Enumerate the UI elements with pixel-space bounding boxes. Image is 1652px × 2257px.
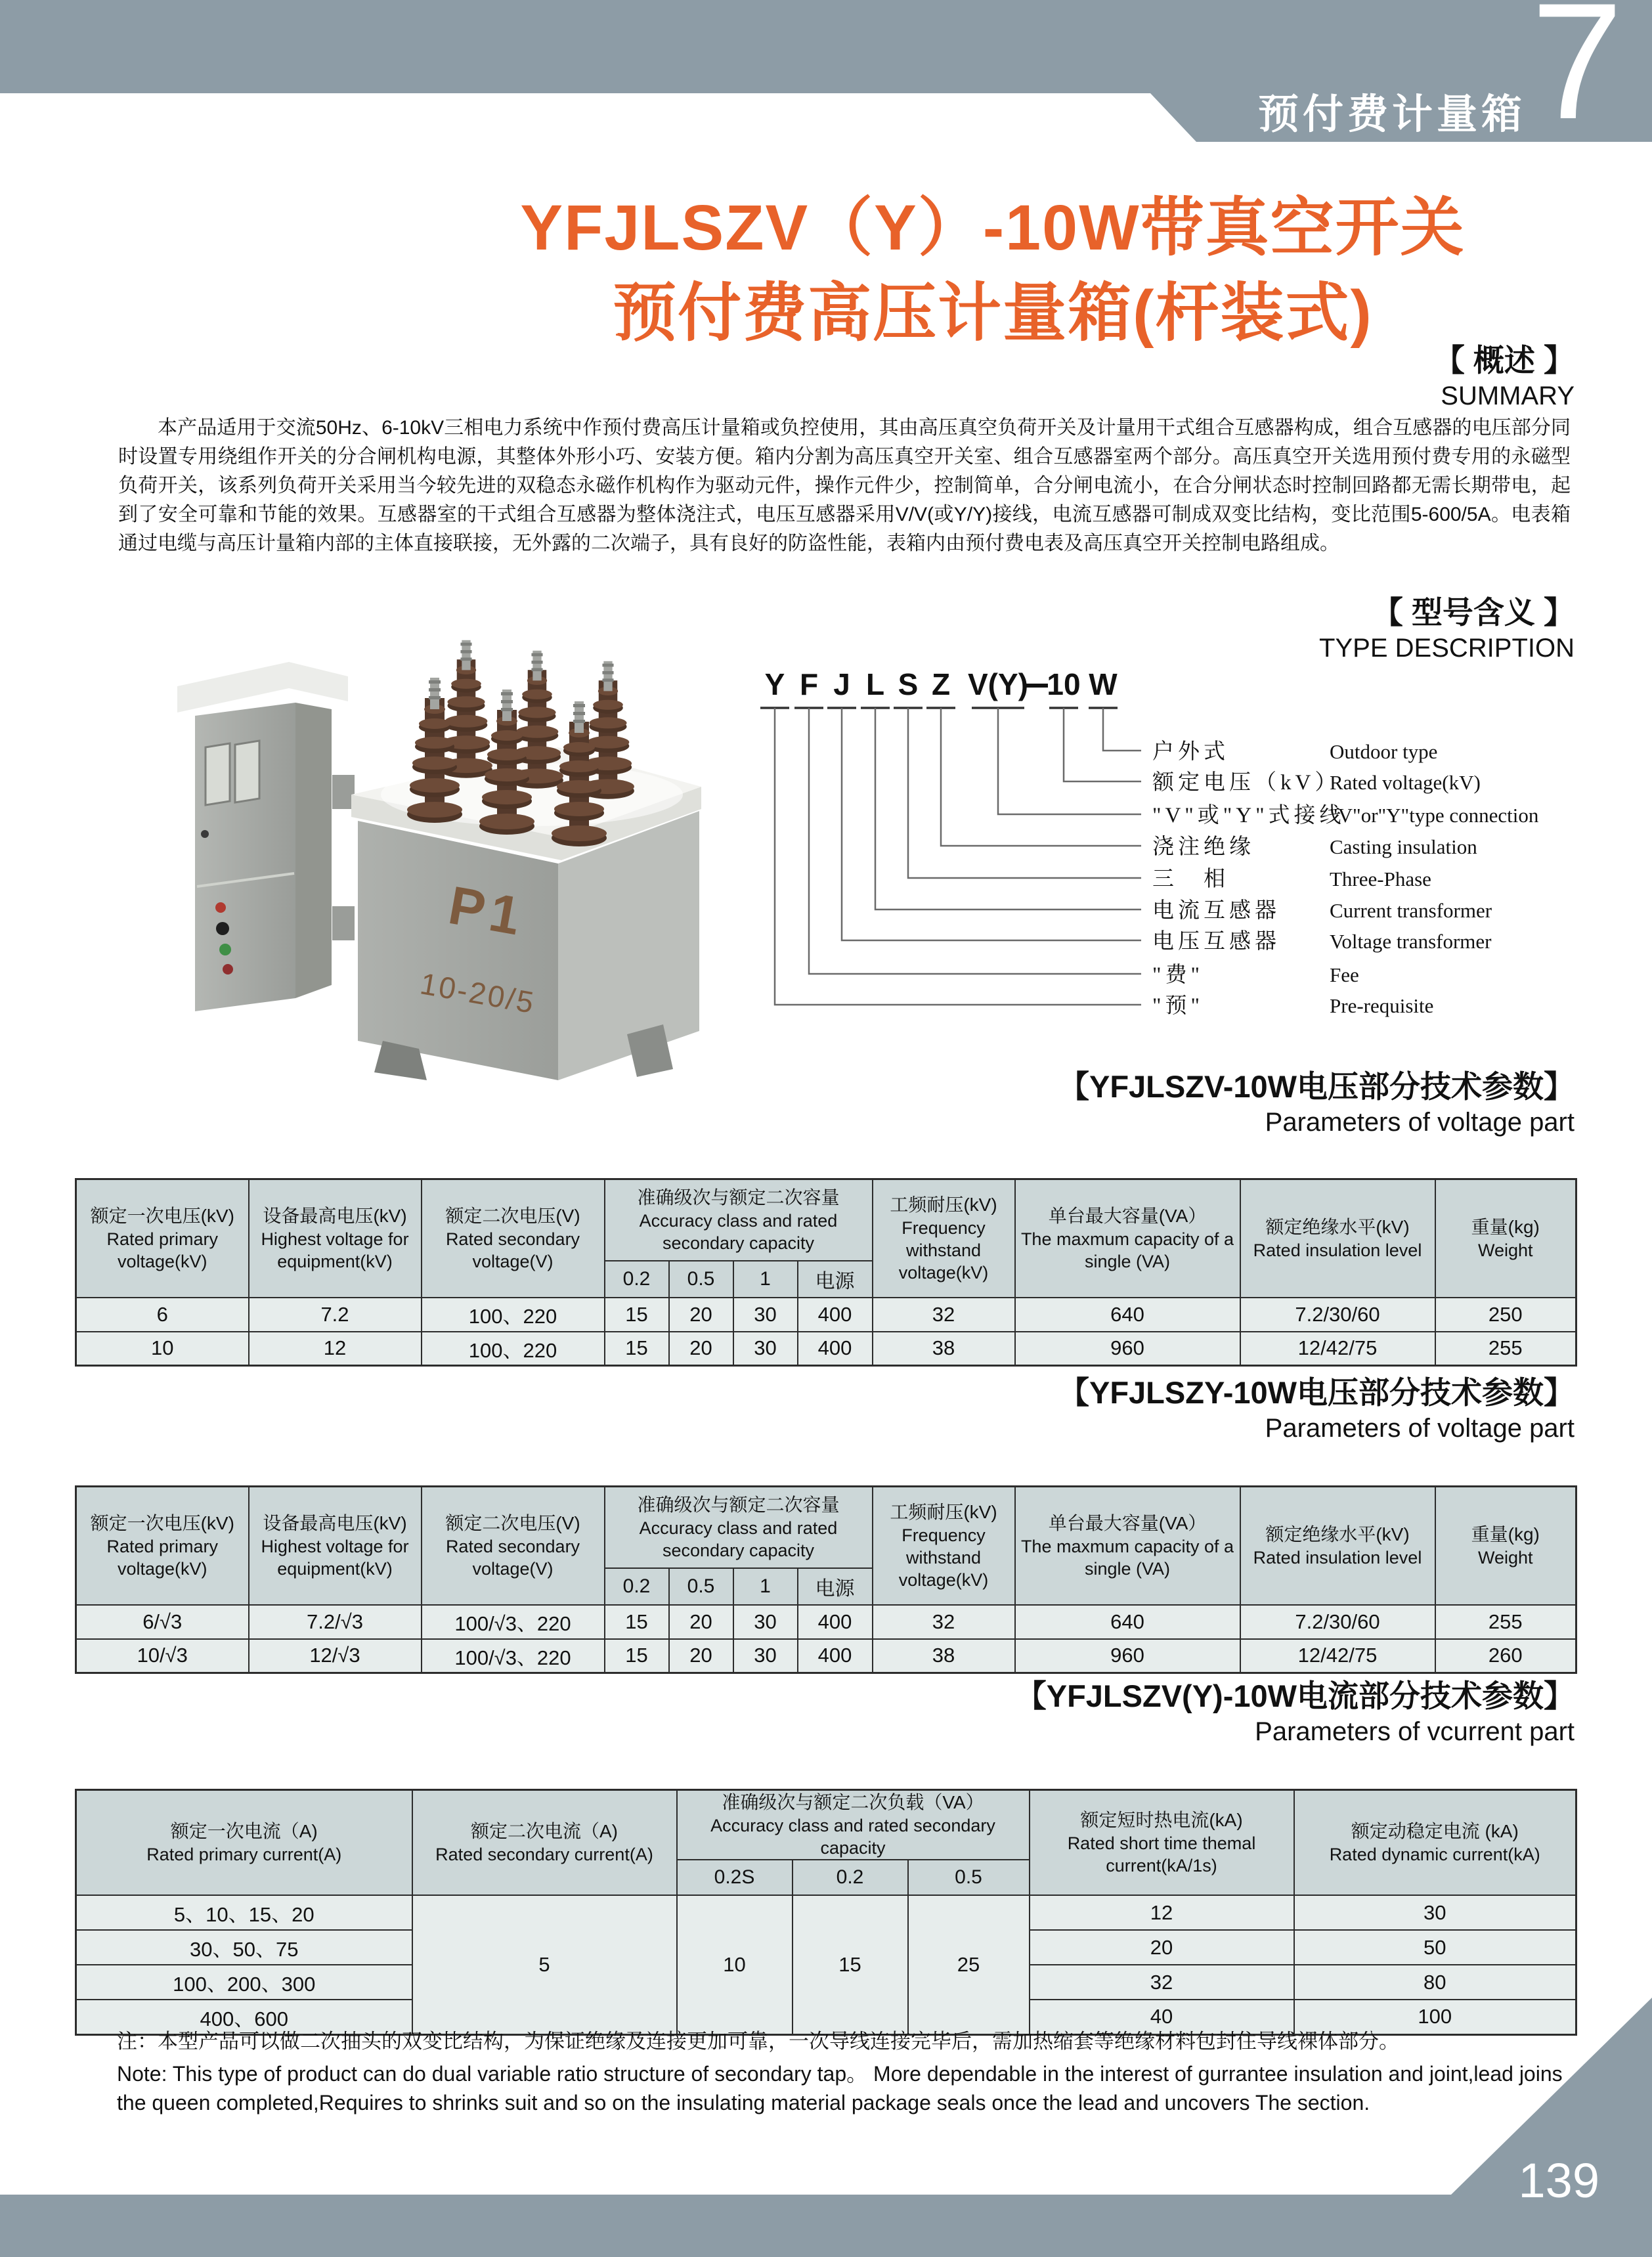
section-heading-voltage-v	[1058, 1063, 1575, 1137]
section-heading-voltage-y-en: Parameters of voltage part	[1265, 1414, 1575, 1443]
col-accuracy-group: 准确级次与额定二次负载（VA） Accuracy class and rated secondary capacity	[677, 1790, 1030, 1860]
table-cell: 100、220	[422, 1298, 605, 1332]
page-number: 139	[1518, 2153, 1599, 2208]
diagram-label-zh-outdoor: 户外式	[1152, 740, 1229, 764]
sub-col: 0.5	[669, 1568, 733, 1605]
table-cell: 30	[733, 1605, 798, 1639]
table-cell: 38	[873, 1639, 1015, 1673]
table-cell: 400、600	[76, 2000, 412, 2034]
col-primary-voltage: 额定一次电压(kV) Rated primary voltage(kV)	[76, 1179, 249, 1298]
table-cell-merged: 10	[677, 1895, 793, 2034]
diagram-label-zh-voltage: 额定电压（kV）	[1152, 771, 1341, 795]
sub-col: 0.2	[605, 1568, 669, 1605]
type-description-heading-en: TYPE DESCRIPTION	[1319, 634, 1575, 663]
sub-col: 0.2	[605, 1261, 669, 1298]
table-cell: 30	[1294, 1895, 1576, 1930]
table-cell: 255	[1435, 1605, 1576, 1639]
table-cell: 30	[733, 1639, 798, 1673]
col-weight: 重量(kg) Weight	[1435, 1179, 1576, 1298]
table-cell: 7.2	[249, 1298, 422, 1332]
col-insulation: 额定绝缘水平(kV) Rated insulation level	[1240, 1487, 1435, 1605]
table-cell-merged: 5	[412, 1895, 677, 2034]
code-part-S: S	[898, 667, 919, 701]
footnote-zh: 注：本型产品可以做二次抽头的双变比结构，为保证绝缘及连接更加可靠，一次导线连接完毕后，需加热缩套等绝缘材料包封住导线裸体部分。	[117, 2030, 1399, 2053]
type-description-heading	[1319, 588, 1575, 663]
table-cell: 100、200、300	[76, 1965, 412, 2000]
code-part-10: 10	[1047, 667, 1081, 701]
table-cell: 20	[669, 1332, 733, 1366]
table-cell: 15	[605, 1605, 669, 1639]
table-cell: 6/√3	[76, 1605, 249, 1639]
footnote-en: Note: This type of product can do dual variable ratio structure of secondary tap。 More dependable in the interest of gurrantee insulation and joint,lead joins the queen completed,Requires to shrinks suit and so on the insulating material package seals once the lead and uncovers The section.	[117, 2062, 1563, 2115]
metering-box	[351, 640, 701, 1080]
code-part-L: L	[865, 667, 885, 701]
col-secondary-voltage: 额定二次电压(V) Rated secondary voltage(V)	[422, 1179, 605, 1298]
product-ratio-marking: 10-20/5	[418, 966, 538, 1020]
table-cell: 100	[1294, 2000, 1576, 2034]
col-primary-current: 额定一次电流（A) Rated primary current(A)	[76, 1790, 412, 1896]
section-heading-voltage-v-en: Parameters of voltage part	[1265, 1108, 1575, 1137]
type-code-diagram	[735, 650, 1589, 1057]
table-cell: 12	[1030, 1895, 1294, 1930]
table-cell: 32	[873, 1298, 1015, 1332]
code-part-VY: V(Y)	[968, 667, 1028, 701]
table-cell-merged: 25	[908, 1895, 1030, 2034]
sub-col: 1	[733, 1568, 798, 1605]
table-row	[76, 1605, 1576, 1639]
summary-heading-zh: 【 概述 】	[1433, 343, 1575, 378]
table-cell: 38	[873, 1332, 1015, 1366]
page-title-line2: 预付费高压计量箱(杆装式)	[613, 277, 1373, 349]
section-heading-current-en: Parameters of vcurrent part	[1255, 1717, 1575, 1746]
diagram-label-zh-pre: "预"	[1152, 994, 1204, 1018]
current-table	[75, 1789, 1577, 2036]
table-cell-merged: 15	[793, 1895, 908, 2034]
col-max-capacity: 单台最大容量(VA） The maxmum capacity of a single (VA)	[1015, 1179, 1240, 1298]
table-cell: 255	[1435, 1332, 1576, 1366]
table-cell: 20	[1030, 1930, 1294, 1965]
col-highest-voltage: 设备最高电压(kV) Highest voltage for equipment(kV)	[249, 1487, 422, 1605]
table-cell: 15	[605, 1639, 669, 1673]
sub-col: 0.2	[793, 1860, 908, 1895]
table-cell: 40	[1030, 2000, 1294, 2034]
table-row	[76, 1332, 1576, 1366]
page-title-line1: YFJLSZV（Y）-10W带真空开关	[520, 192, 1466, 263]
col-dynamic-current: 额定动稳定电流 (kA) Rated dynamic current(kA)	[1294, 1790, 1576, 1896]
table-cell: 12/42/75	[1240, 1639, 1435, 1673]
table-cell: 20	[669, 1639, 733, 1673]
code-part-J: J	[833, 667, 850, 701]
code-part-F: F	[799, 667, 819, 701]
col-withstand: 工频耐压(kV) Frequency withstand voltage(kV)	[873, 1179, 1015, 1298]
table-cell: 10/√3	[76, 1639, 249, 1673]
product-panel-marking: P1	[444, 875, 530, 948]
table-cell: 100、220	[422, 1332, 605, 1366]
summary-heading-en: SUMMARY	[1441, 382, 1575, 410]
table-cell: 10	[76, 1332, 249, 1366]
table-cell: 640	[1015, 1298, 1240, 1332]
table-cell: 400	[798, 1298, 873, 1332]
table-cell: 30、50、75	[76, 1930, 412, 1965]
col-accuracy-group: 准确级次与额定二次容量 Accuracy class and rated secondary capacity	[605, 1179, 873, 1261]
diagram-label-en-outdoor: Outdoor type	[1330, 740, 1438, 763]
summary-heading	[1434, 336, 1575, 411]
table-cell: 32	[873, 1605, 1015, 1639]
sub-col: 0.5	[908, 1860, 1030, 1895]
table-cell: 80	[1294, 1965, 1576, 2000]
col-thermal-current: 额定短时热电流(kA) Rated short time themal current(kA/1s)	[1030, 1790, 1294, 1896]
table-cell: 960	[1015, 1332, 1240, 1366]
chapter-number: 7	[1531, 0, 1623, 154]
table-cell: 20	[669, 1298, 733, 1332]
table-cell: 400	[798, 1605, 873, 1639]
diagram-label-zh-casting: 浇注绝缘	[1152, 835, 1255, 859]
table-cell: 7.2/30/60	[1240, 1298, 1435, 1332]
table-cell: 6	[76, 1298, 249, 1332]
col-insulation: 额定绝缘水平(kV) Rated insulation level	[1240, 1179, 1435, 1298]
summary-paragraph: 本产品适用于交流50Hz、6-10kV三相电力系统中作预付费高压计量箱或负控使用，其由高压真空负荷开关及计量用干式组合互感器构成，组合互感器的电压部分同时设置专用绕组作开关的分合闸机构电源，其整体外形小巧、安装方便。箱内分割为高压真空开关室、组合互感器室两个部分。高压真空开关选用预付费专用的永磁型负荷开关，该系列负荷开关采用当今较先进的双稳态永磁作机构作为驱动元件，操作元件少，控制简单，合分闸电流小，在合分闸状态时控制回路都无需长期带电，起到了安全可靠和节能的效果。互感器室的干式组合互感器为整体浇注式，电压互感器采用V/V(或Y/Y)接线，电流互感器可制成双变比结构，变比范围5-600/5A。电表箱通过电缆与高压计量箱内部的主体直接联接，无外露的二次端子，具有良好的防盗性能，表箱内由预付费电表及高压真空开关控制电路组成。	[118, 417, 1571, 554]
code-part-W: W	[1089, 667, 1118, 701]
sub-col: 电源	[798, 1568, 873, 1605]
table-cell: 12/√3	[249, 1639, 422, 1673]
table-cell: 15	[605, 1332, 669, 1366]
diagram-label-zh-fee: "费"	[1152, 963, 1204, 987]
col-withstand: 工频耐压(kV) Frequency withstand voltage(kV)	[873, 1487, 1015, 1605]
diagram-label-en-voltage: Rated voltage(kV)	[1330, 771, 1481, 794]
type-description-heading-zh: 【 型号含义 】	[1372, 595, 1575, 630]
code-part-Z: Z	[931, 667, 951, 701]
table-row	[76, 1639, 1576, 1673]
diagram-label-en-fee: Fee	[1330, 963, 1359, 986]
section-heading-current-zh: 【YFJLSZV(Y)-10W电流部分技术参数】	[1015, 1678, 1575, 1713]
col-secondary-current: 额定二次电流（A) Rated secondary current(A)	[412, 1790, 677, 1896]
table-cell: 12/42/75	[1240, 1332, 1435, 1366]
code-part-Y: Y	[764, 667, 785, 701]
table-cell: 30	[733, 1332, 798, 1366]
table-cell: 100/√3、220	[422, 1605, 605, 1639]
section-heading-voltage-v-zh: 【YFJLSZV-10W电压部分技术参数】	[1058, 1069, 1575, 1104]
voltage-table-v	[75, 1178, 1577, 1367]
diagram-label-en-pre: Pre-requisite	[1330, 994, 1434, 1017]
table-cell: 400	[798, 1639, 873, 1673]
section-heading-voltage-y	[1058, 1369, 1575, 1443]
table-cell: 12	[249, 1332, 422, 1366]
product-photo	[98, 578, 755, 1090]
table-row	[76, 1895, 1576, 1930]
table-cell: 20	[669, 1605, 733, 1639]
meter-cabinet	[177, 662, 355, 1011]
diagram-label-en-ct: Current transformer	[1330, 899, 1492, 922]
section-heading-current	[1016, 1672, 1575, 1747]
table-cell: 7.2/√3	[249, 1605, 422, 1639]
sub-col: 1	[733, 1261, 798, 1298]
diagram-label-zh-vt: 电压互感器	[1152, 930, 1280, 953]
diagram-label-zh-connection: "V"或"Y"式接线	[1152, 804, 1345, 827]
table-cell: 400	[798, 1332, 873, 1366]
col-secondary-voltage: 额定二次电压(V) Rated secondary voltage(V)	[422, 1487, 605, 1605]
section-heading-voltage-y-zh: 【YFJLSZY-10W电压部分技术参数】	[1058, 1375, 1575, 1410]
table-cell: 50	[1294, 1930, 1576, 1965]
col-max-capacity: 单台最大容量(VA） The maxmum capacity of a single (VA)	[1015, 1487, 1240, 1605]
table-cell: 960	[1015, 1639, 1240, 1673]
diagram-label-en-vt: Voltage transformer	[1330, 930, 1492, 953]
sub-col: 0.5	[669, 1261, 733, 1298]
table-cell: 30	[733, 1298, 798, 1332]
banner-section-title: 预付费计量箱	[1257, 92, 1526, 137]
sub-col: 电源	[798, 1261, 873, 1298]
table-cell: 250	[1435, 1298, 1576, 1332]
table-cell: 640	[1015, 1605, 1240, 1639]
col-accuracy-group: 准确级次与额定二次容量 Accuracy class and rated secondary capacity	[605, 1487, 873, 1568]
table-cell: 260	[1435, 1639, 1576, 1673]
diagram-label-en-casting: Casting insulation	[1330, 835, 1477, 858]
diagram-label-zh-threephase: 三 相	[1152, 867, 1229, 891]
col-primary-voltage: 额定一次电压(kV) Rated primary voltage(kV)	[76, 1487, 249, 1605]
table-cell: 32	[1030, 1965, 1294, 2000]
table-cell: 7.2/30/60	[1240, 1605, 1435, 1639]
table-row	[76, 1298, 1576, 1332]
table-cell: 15	[605, 1298, 669, 1332]
table-cell: 5、10、15、20	[76, 1895, 412, 1930]
col-highest-voltage: 设备最高电压(kV) Highest voltage for equipment(kV)	[249, 1179, 422, 1298]
footnote	[117, 2027, 1582, 2117]
sub-col: 0.2S	[677, 1860, 793, 1895]
diagram-label-en-connection: "V"or"Y"type connection	[1330, 804, 1539, 827]
diagram-label-en-threephase: Three-Phase	[1330, 867, 1431, 890]
col-weight: 重量(kg) Weight	[1435, 1487, 1576, 1605]
voltage-table-y	[75, 1485, 1577, 1674]
table-cell: 100/√3、220	[422, 1639, 605, 1673]
diagram-label-zh-ct: 电流互感器	[1152, 899, 1280, 923]
diagram-connectors	[775, 708, 1141, 1005]
